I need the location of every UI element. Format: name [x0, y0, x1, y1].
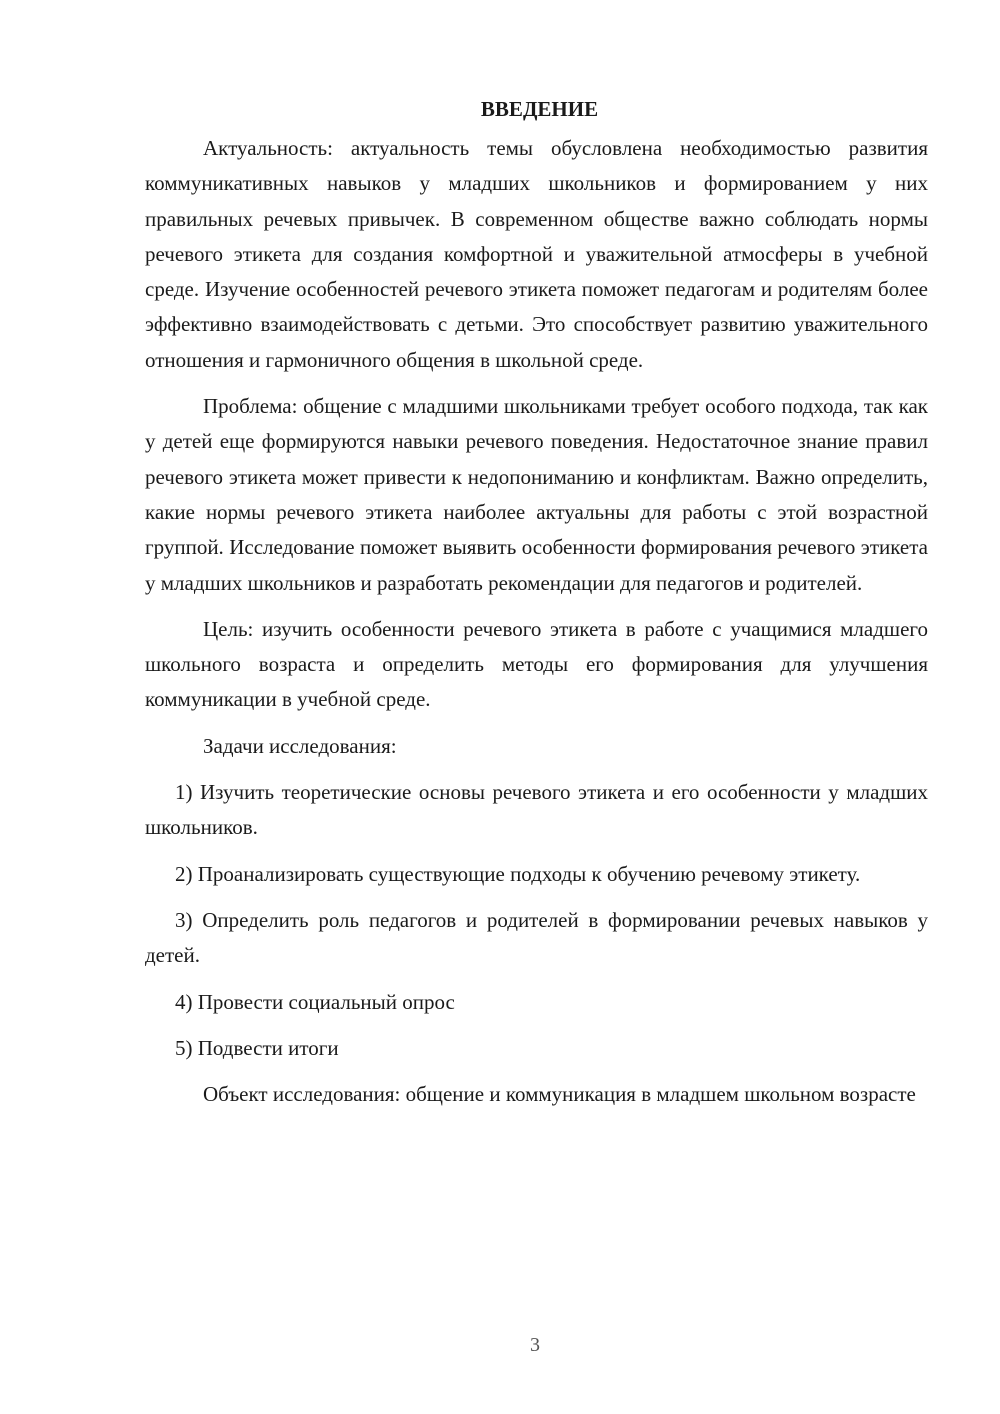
page-title: ВВЕДЕНИЕ [480, 97, 599, 121]
relevance-paragraph: Актуальность: актуальность темы обусловлена необходимостью развития коммуникативных навыков у младших школьников и формированием у них правильных речевых привычек. В современном обществе важно соблюдать нормы речевого этикета для создания комфортной и уважительной атмосферы в учебной среде. Изучение особенностей речевого этикета поможет педагогам и родителям более эффективно взаимодействовать с детьми. Это способствует развитию уважительного отношения и гармоничного общения в школьной среде. [145, 136, 928, 372]
task-item-2: 2) Проанализировать существующие подходы к обучению речевому этикету. [175, 861, 861, 886]
task-item-5: 5) Подвести итоги [175, 1035, 339, 1060]
page-number: 3 [530, 1334, 540, 1356]
problem-paragraph: Проблема: общение с младшими школьниками требует особого подхода, так как у детей еще формируются навыки речевого поведения. Недостаточное знание правил речевого этикета может привести к недопониманию и конфликтам. Важно определить, какие нормы речевого этикета наиболее актуальны для работы с этой возрастной группой. Исследование поможет выявить особенности формирования речевого этикета у младших школьников и разработать рекомендации для педагогов и родителей. [145, 394, 928, 595]
document-page [145, 92, 928, 1123]
tasks-list [145, 775, 928, 1066]
goal-paragraph: Цель: изучить особенности речевого этикета в работе с учащимися младшего школьного возраста и определить методы его формирования для улучшения коммуникации в учебной среде. [145, 616, 928, 712]
task-item-1: 1) Изучить теоретические основы речевого этикета и его особенности у младших школьников. [145, 780, 928, 840]
object-paragraph: Объект исследования: общение и коммуникация в младшем школьном возрасте [203, 1082, 916, 1107]
task-item-4: 4) Провести социальный опрос [175, 989, 455, 1014]
tasks-heading: Задачи исследования: [203, 733, 397, 758]
task-item-3: 3) Определить роль педагогов и родителей в формировании речевых навыков у детей. [145, 907, 928, 968]
